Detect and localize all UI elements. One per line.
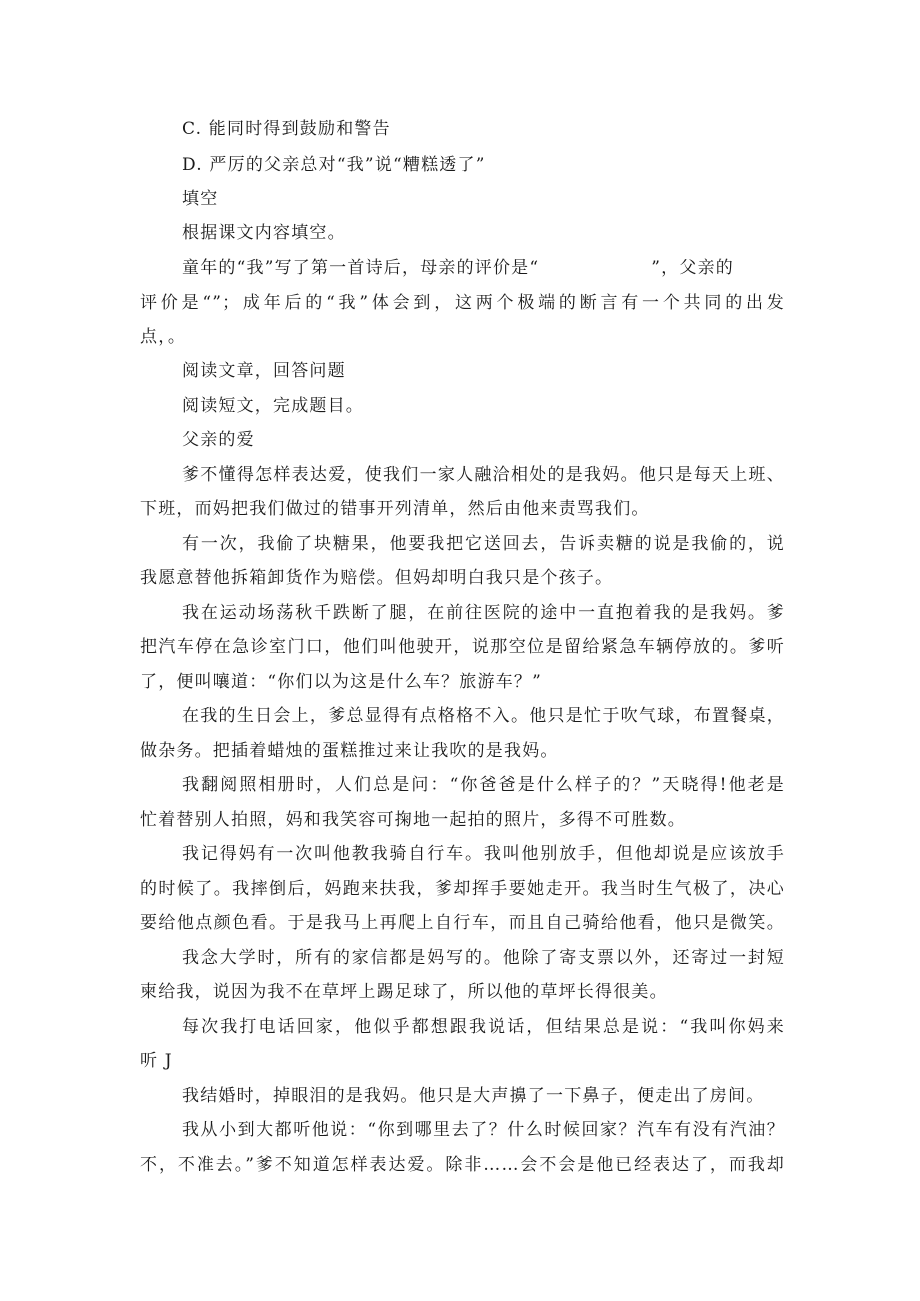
reading-heading: 阅读文章，回答问题: [182, 361, 346, 381]
article-line: 听 J: [140, 1051, 173, 1071]
article-line: 每次我打电话回家，他似乎都想跟我说话，但结果总是说：“我叫你妈来: [182, 1017, 785, 1037]
fill-line-1-part-b: ”，父亲的: [651, 258, 734, 278]
article-line: 我记得妈有一次叫他教我骑自行车。我叫他别放手，但他却说是应该放手: [182, 844, 785, 864]
article-line: 不，不准去。”爹不知道怎样表达爱。除非……会不会是他已经表达了，而我却: [140, 1155, 785, 1175]
article-title: 父亲的爱: [182, 430, 255, 450]
article-line: 做杂务。把插着蜡烛的蛋糕推过来让我吹的是我妈。: [140, 741, 559, 761]
fill-line-2: 评价是“”；成年后的“我”体会到，这两个极端的断言有一个共同的出发: [140, 293, 785, 313]
fill-line-1-part-a: 童年的“我”写了第一首诗后，母亲的评价是“: [182, 258, 540, 278]
article-line: 要给他点颜色看。于是我马上再爬上自行车，而且自己骑给他看，他只是微笑。: [140, 913, 785, 933]
article-line: 我从小到大都听他说：“你到哪里去了？什么时候回家？汽车有没有汽油？: [182, 1120, 785, 1140]
article-line: 忙着替别人拍照，妈和我笑容可掬地一起拍的照片，多得不可胜数。: [140, 810, 686, 830]
article-line: 在我的生日会上，爹总显得有点格格不入。他只是忙于吹气球，布置餐桌，: [182, 706, 785, 726]
fill-line-1: [182, 256, 785, 280]
article-line: 下班，而妈把我们做过的错事开列清单，然后由他来责骂我们。: [140, 499, 650, 519]
article-line: 把汽车停在急诊室门口，他们叫他驶开，说那空位是留给紧急车辆停放的。爹听: [140, 637, 785, 657]
article-line: 柬给我，说因为我不在草坪上踢足球了，所以他的草坪长得很美。: [140, 982, 668, 1002]
article-line: 我结婚时，掉眼泪的是我妈。他只是大声擤了一下鼻子，便走出了房间。: [182, 1086, 765, 1106]
fill-instruction: 根据课文内容填空。: [182, 223, 346, 243]
article-line: 我在运动场荡秋千跌断了腿，在前往医院的途中一直抱着我的是我妈。爹: [182, 603, 785, 623]
article-line: 我翻阅照相册时，人们总是问：“你爸爸是什么样子的？”天晓得!他老是: [182, 775, 785, 795]
article-line: 我愿意替他拆箱卸货作为赔偿。但妈却明白我只是个孩子。: [140, 568, 614, 588]
option-c: C. 能同时得到鼓励和警告: [182, 119, 391, 139]
article-line: 爹不懂得怎样表达爱，使我们一家人融洽相处的是我妈。他只是每天上班、: [182, 465, 785, 485]
reading-instruction: 阅读短文，完成题目。: [182, 396, 364, 416]
article-line: 有一次，我偷了块糖果，他要我把它送回去，告诉卖糖的说是我偷的，说: [182, 534, 785, 554]
article-line: 我念大学时，所有的家信都是妈写的。他除了寄支票以外，还寄过一封短: [182, 948, 785, 968]
fill-line-3: 点，。: [140, 327, 187, 347]
option-d: D. 严厉的父亲总对“我”说“糟糕透了”: [182, 155, 486, 175]
fill-heading: 填空: [182, 189, 219, 209]
article-line: 了，便叫嚷道：“你们以为这是什么车？旅游车？”: [140, 672, 542, 692]
article-line: 的时候了。我摔倒后，妈跑来扶我，爹却挥手要她走开。我当时生气极了，决心: [140, 879, 785, 899]
